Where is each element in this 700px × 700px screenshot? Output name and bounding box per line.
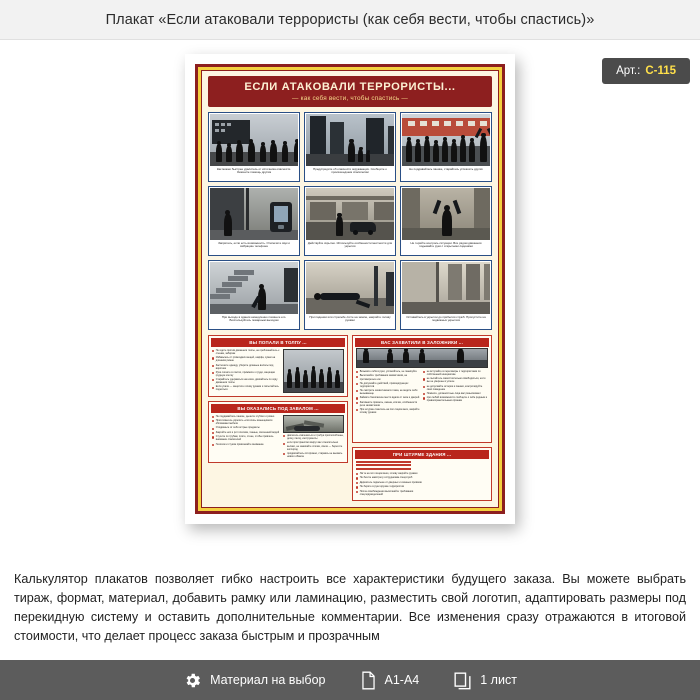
poster-content xyxy=(201,70,499,508)
illustration-use-cover xyxy=(306,188,394,240)
bullet-dot xyxy=(423,386,425,388)
bullet-dot xyxy=(283,435,285,437)
illustration-evacuate xyxy=(210,114,298,166)
panel-rubble-bullets-left xyxy=(212,415,281,459)
illustration-crowd xyxy=(283,349,344,393)
bullet-dot xyxy=(212,387,214,389)
panel-hostage xyxy=(352,335,492,443)
bullet-text: Не допускайте действий, провоцирующих террористов xyxy=(359,381,409,388)
illustration-lock-silence xyxy=(210,188,298,240)
poster-cell-5-caption: Действуйте скрытно. Используйте особенности местности для укрытия xyxy=(307,240,393,249)
poster-title: ЕСЛИ АТАКОВАЛИ ТЕРРОРИСТЫ... xyxy=(244,81,456,93)
bullet-text: Возьмите себя в руки, успокойтесь, не паникуйте xyxy=(359,370,417,373)
panel-crowd xyxy=(208,335,348,397)
bullet-dot xyxy=(212,350,214,352)
bullet-dot xyxy=(423,378,425,380)
bullet-text: не вступайте в переговоры с террористами по собственной инициативе xyxy=(426,370,481,377)
bullet-text: Если упали — защитите голову руками и попытайтесь подняться xyxy=(215,385,279,392)
poster-cell-8-caption: При падении или стрельбе лягте на землю, накройте голову руками xyxy=(309,314,391,323)
illustration-no-panic xyxy=(402,114,490,166)
panel-rubble xyxy=(208,401,348,463)
bullet-dot xyxy=(423,371,425,373)
poster-image[interactable] xyxy=(185,54,515,524)
article-badge xyxy=(602,58,690,84)
bullet-text: После освобождения выполняйте требования спецподразделений xyxy=(359,489,414,496)
picto-lie-flat xyxy=(356,464,411,466)
bullet-text: Избавьтесь от громоздких вещей, шарфа, сумки на длинном ремне xyxy=(215,356,276,363)
poster-cell-7-caption: При выходе в здании немедленно покиньте его. Воспользуйтесь пожарным выходом xyxy=(221,314,287,323)
bullet-dot xyxy=(212,379,214,381)
illustration-stay-in-shelter xyxy=(402,262,490,314)
poster-cell-9 xyxy=(400,260,492,330)
poster-cell-4 xyxy=(208,186,300,256)
bullet-text: продвигайтесь осторожно, стараясь не вызвать нового обвала xyxy=(286,451,343,458)
bullet-text: Выполняйте требования захватчиков, не противоречьте им xyxy=(359,374,408,381)
footer-item-format[interactable] xyxy=(360,671,420,690)
footer-item-sheets[interactable] xyxy=(453,671,517,690)
bullet-dot xyxy=(283,443,285,445)
panel-crowd-title: ВЫ ПОПАЛИ В ТОЛПУ ... xyxy=(211,338,345,347)
bullet-text: не пытайтесь самостоятельно освободиться, если вы не уверены в успехе xyxy=(426,377,486,384)
document-icon xyxy=(360,671,377,690)
bullet-text: Запомните приметы, имена, клички, особенности речи захватчиков xyxy=(359,400,418,407)
bullet-text: Застегните одежду, уберите длинные волосы под воротник xyxy=(215,363,274,370)
poster-left-column xyxy=(208,335,348,501)
poster-preview-area xyxy=(0,40,700,560)
bullet-dot xyxy=(423,393,425,395)
bullet-text: двигатель извлекаться и требуя приспособлены, доску, палку, инструменты xyxy=(286,434,344,441)
picto-cover-head xyxy=(356,468,411,470)
footer-item-material[interactable] xyxy=(183,671,325,690)
bullet-text: Не бегите навстречу сотрудникам спецслужб xyxy=(359,476,413,480)
bullet-dot xyxy=(212,436,214,438)
poster-cell-2 xyxy=(304,112,396,182)
bullet-text: если пространство вокруг вас относительно велико, не зажигайте спички, свечи — берегите кислород xyxy=(286,441,343,451)
picto-no-run xyxy=(356,461,411,463)
poster-cell-3 xyxy=(400,112,492,182)
bullet-text: при любой возможности сообщите о себе родным и правоохранительным органам xyxy=(426,396,488,403)
poster-photo-grid xyxy=(208,112,492,330)
illustration-hostage xyxy=(356,348,488,368)
poster-red-border xyxy=(195,64,505,514)
poster-cell-5 xyxy=(304,186,396,256)
illustration-warn-others xyxy=(306,114,394,166)
bullet-text: Лягте на пол лицом вниз, голову закройте руками xyxy=(359,471,418,475)
bullet-dot xyxy=(356,477,358,479)
panel-storm xyxy=(352,447,492,501)
panel-hostage-bullets-left xyxy=(356,370,421,439)
footer-item-sheets-label: 1 лист xyxy=(480,673,517,687)
bullet-dot xyxy=(356,397,358,399)
panel-storm-title: ПРИ ШТУРМЕ ЗДАНИЯ ... xyxy=(355,450,489,459)
product-description: Калькулятор плакатов позволяет гибко настроить все характеристики будущего заказа. Вы можете выбрать тираж, формат, материал, добавить рамку или ламинацию, разместить свой логотип, адаптировать размеры под перекидную систему и оставить дополнительные комментарии. Все изменения сразу отражаются в итоговой стоимости, что делает процесс заказа быстрым и прозрачным xyxy=(14,572,686,643)
bullet-dot xyxy=(356,409,358,411)
bullet-text: Не поддавайтесь панике, дышите глубоко и ровно xyxy=(215,414,275,418)
panel-storm-bullets xyxy=(356,472,433,497)
illustration-hands-up xyxy=(402,188,490,240)
illustration-fire-exit xyxy=(210,262,298,314)
bullet-text: Помните, должностные лица вас разыскивают xyxy=(426,391,481,395)
poster-cell-6 xyxy=(400,186,492,256)
sheets-icon xyxy=(453,671,472,690)
bullet-dot xyxy=(356,390,358,392)
bullet-dot xyxy=(212,432,214,434)
bullet-text: Руки согните в локтях, прижмите к груди, защищая грудную клетку xyxy=(215,370,275,377)
poster-cell-9-caption: Оставайтесь в укрытии до прибытия служб. Пропустите на подвижных укрытиях xyxy=(406,314,486,323)
bullet-dot xyxy=(212,444,214,446)
poster-info-panels xyxy=(208,335,492,501)
bullet-dot xyxy=(356,482,358,484)
bullet-text: Отодвиньте от себя острые предметы xyxy=(215,426,260,430)
page-title: Плакат «Если атаковали террористы (как себя вести, чтобы спастись)» xyxy=(105,11,595,28)
poster-cell-7 xyxy=(208,260,300,330)
bullet-text: Закройте нос и рот платком, тканью, смоченной водой xyxy=(215,430,280,434)
poster-cell-8 xyxy=(304,260,396,330)
poster-cell-2-caption: Предупредите об опасности окружающих. Сообщите о произошедшем спасателям xyxy=(313,166,387,175)
illustration-lie-down xyxy=(306,262,394,314)
bullet-text: Займите безопасное место вдали от окон и дверей xyxy=(359,396,420,400)
bullet-dot xyxy=(212,357,214,359)
footer-bar xyxy=(0,660,700,700)
gear-icon xyxy=(183,671,202,690)
bullet-dot xyxy=(356,491,358,493)
bullet-text: Не смотрите захватчикам в глаза, не ведите себя вызывающе xyxy=(359,389,418,396)
bullet-dot xyxy=(356,371,358,373)
bullet-text: При штурме ложитесь на пол лицом вниз, закройте голову руками xyxy=(359,408,420,415)
poster-right-column xyxy=(352,335,492,501)
bullet-text: Не берите в руки оружие террористов xyxy=(359,485,404,489)
bullet-dot xyxy=(356,402,358,404)
bullet-text: не допускайте истерик и паники, контролируйте своё поведение xyxy=(426,384,483,391)
bullet-text: Приготовьтесь укрепить «потолок» имеющимися обломками мебели xyxy=(215,419,273,426)
bullet-dot xyxy=(283,453,285,455)
panel-rubble-title: ВЫ ОКАЗАЛИСЬ ПОД ЗАВАЛОМ ... xyxy=(211,404,345,413)
page-header xyxy=(0,0,700,40)
panel-hostage-title: ВАС ЗАХВАТИЛИ В ЗАЛОЖНИКИ ... xyxy=(355,338,489,347)
panel-rubble-bullets-right xyxy=(283,434,344,459)
panel-hostage-bullets-right xyxy=(423,370,488,439)
bullet-dot xyxy=(212,428,214,430)
article-code: С-115 xyxy=(645,65,676,77)
poster-subtitle: — как себя вести, чтобы спастись — xyxy=(292,95,408,102)
bullet-text: Держитесь подальше от дверных и оконных проёмов xyxy=(359,480,422,484)
bullet-dot xyxy=(356,383,358,385)
footer-item-format-label: А1-А4 xyxy=(384,673,420,687)
footer-item-material-label: Материал на выбор xyxy=(210,673,326,687)
bullet-text: Голосом и стуком привлекайте внимание xyxy=(215,442,264,446)
poster-yellow-border xyxy=(198,67,502,511)
bullet-dot xyxy=(212,420,214,422)
poster-cell-1-caption: Как можно быстрее удалитесь от источника опасности. Оказните помощь другим xyxy=(216,166,292,175)
bullet-dot xyxy=(356,376,358,378)
illustration-rubble xyxy=(283,415,344,433)
bullet-dot xyxy=(423,397,425,399)
bullet-dot xyxy=(356,473,358,475)
poster-cell-3-caption: Не поддавайтесь панике, старайтесь успокоить других xyxy=(409,166,483,171)
bullet-dot xyxy=(212,372,214,374)
bullet-dot xyxy=(356,486,358,488)
bullet-text: Стучите по трубам, плите, стене, чтобы привлечь внимание спасателей xyxy=(215,435,274,442)
poster-cell-1 xyxy=(208,112,300,182)
article-label: Арт.: xyxy=(616,65,641,77)
bullet-text: Не идите против движения толпы, не приближайтесь к стенам, заборам xyxy=(215,349,280,356)
panel-crowd-bullets xyxy=(212,349,281,393)
bullet-dot xyxy=(212,365,214,367)
bullet-dot xyxy=(212,416,214,418)
bullet-text: Старайтесь удержаться на ногах, двигайтесь по ходу движения толпы xyxy=(215,378,278,385)
poster-cell-4-caption: Запритесь, если есть возможность. Отключите звук и вибрацию телефона xyxy=(218,240,290,249)
poster-title-band xyxy=(208,76,492,107)
poster-cell-6-caption: Не теряйте контроль ситуации. Все рядом движения подымайте руки с открытыми ладонями xyxy=(410,240,482,249)
